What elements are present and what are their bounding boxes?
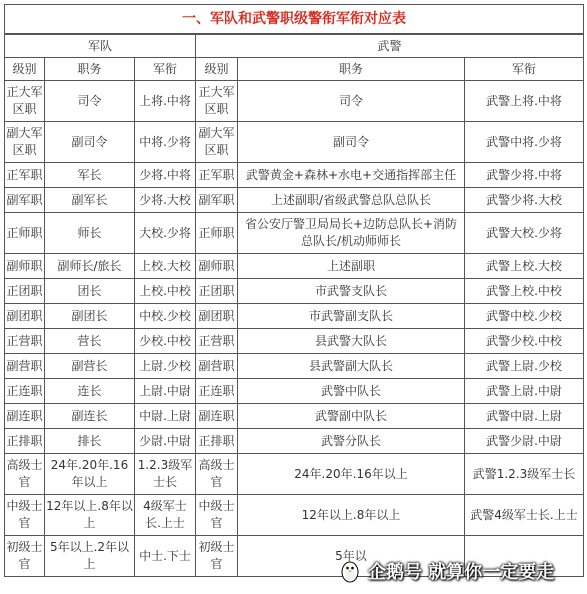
police-rank-cell: 武警中校.少校 [465, 304, 584, 329]
police-level-cell: 初级士官 [196, 536, 238, 577]
army-duty-cell: 24年.20年.16年以上 [45, 454, 135, 495]
army-level-cell: 正师职 [5, 213, 45, 254]
table-row [5, 329, 584, 354]
table-row [5, 213, 584, 254]
army-rank-cell: 上校.中校 [135, 279, 196, 304]
police-rank-cell: 武警少将.中将 [465, 163, 584, 188]
army-duty-cell: 师长 [45, 213, 135, 254]
table-row [5, 404, 584, 429]
police-rank-cell: 武警少尉.中尉 [465, 429, 584, 454]
police-rank-cell: 武警上尉.少校 [465, 354, 584, 379]
table-row [5, 81, 584, 122]
table-row [5, 188, 584, 213]
army-rank-cell: 少尉.中尉 [135, 429, 196, 454]
army-duty-cell: 副连长 [45, 404, 135, 429]
police-duty-cell: 上述副职/省级武警总队总队长 [238, 188, 465, 213]
group-row [5, 34, 584, 58]
police-duty-cell: 24年.20年.16年以上 [238, 454, 465, 495]
army-rank-cell: 少校.中校 [135, 329, 196, 354]
army-level-cell: 副营职 [5, 354, 45, 379]
army-rank-cell: 上校.大校 [135, 254, 196, 279]
police-level-cell: 副师职 [196, 254, 238, 279]
army-level-header: 级别 [5, 58, 45, 81]
police-group-header: 武警 [196, 34, 584, 58]
army-duty-cell: 副军长 [45, 188, 135, 213]
police-duty-cell: 武警分队长 [238, 429, 465, 454]
watermark [338, 553, 583, 589]
police-duty-cell: 省公安厅警卫局局长+边防总队长+消防总队长/机动师师长 [238, 213, 465, 254]
police-level-header: 级别 [196, 58, 238, 81]
army-level-cell: 高级士官 [5, 454, 45, 495]
army-level-cell: 副连职 [5, 404, 45, 429]
police-level-cell: 正大军区职 [196, 81, 238, 122]
army-level-cell: 副团职 [5, 304, 45, 329]
police-level-cell: 高级士官 [196, 454, 238, 495]
police-level-cell: 副大军区职 [196, 122, 238, 163]
army-duty-cell: 排长 [45, 429, 135, 454]
penguin-icon [338, 559, 362, 583]
table-row [5, 454, 584, 495]
army-rank-cell: 上尉.少校 [135, 354, 196, 379]
army-rank-cell: 少将.大校 [135, 188, 196, 213]
police-duty-cell: 5年以 [238, 536, 465, 577]
police-level-cell: 副军职 [196, 188, 238, 213]
police-rank-cell: 武警4级军士长.上士 [465, 495, 584, 536]
police-level-cell: 正师职 [196, 213, 238, 254]
table-title: 一、军队和武警职级警衔军衔对应表 [5, 5, 584, 35]
army-duty-cell: 营长 [45, 329, 135, 354]
army-rank-cell: 中尉.上尉 [135, 404, 196, 429]
table-row [5, 379, 584, 404]
police-rank-cell: 武警上校.大校 [465, 254, 584, 279]
police-duty-cell: 司令 [238, 81, 465, 122]
police-rank-header: 军衔 [465, 58, 584, 81]
police-duty-cell: 县武警大队长 [238, 329, 465, 354]
police-duty-cell: 市武警支队长 [238, 279, 465, 304]
army-duty-cell: 12年以上.8年以上 [45, 495, 135, 536]
police-rank-cell: 武警大校.少将 [465, 213, 584, 254]
watermark-text: 企鹅号 就算你一定要走 [368, 562, 555, 583]
police-rank-cell: 武警少校.中校 [465, 329, 584, 354]
police-duty-cell: 武警中队长 [238, 379, 465, 404]
police-rank-cell: 武警上校.中校 [465, 279, 584, 304]
army-rank-cell: 上将.中将 [135, 81, 196, 122]
army-duty-cell: 5年以上.2年以上 [45, 536, 135, 577]
police-duty-cell: 县武警副大队长 [238, 354, 465, 379]
table-row [5, 304, 584, 329]
army-level-cell: 初级士官 [5, 536, 45, 577]
police-level-cell: 副营职 [196, 354, 238, 379]
police-level-cell: 正排职 [196, 429, 238, 454]
army-level-cell: 副师职 [5, 254, 45, 279]
table-row [5, 254, 584, 279]
column-header-row [5, 58, 584, 81]
police-level-cell: 副连职 [196, 404, 238, 429]
army-level-cell: 正军职 [5, 163, 45, 188]
police-duty-cell: 12年以上.8年以上 [238, 495, 465, 536]
table-row [5, 354, 584, 379]
army-group-header: 军队 [5, 34, 196, 58]
police-duty-cell: 副司令 [238, 122, 465, 163]
police-rank-cell: 武警上将.中将 [465, 81, 584, 122]
police-duty-cell: 武警副中队长 [238, 404, 465, 429]
police-level-cell: 正军职 [196, 163, 238, 188]
police-level-cell: 中级士官 [196, 495, 238, 536]
army-level-cell: 正营职 [5, 329, 45, 354]
army-duty-cell: 连长 [45, 379, 135, 404]
army-duty-cell: 副营长 [45, 354, 135, 379]
army-duty-cell: 副团长 [45, 304, 135, 329]
police-rank-cell: 武警上尉.中尉 [465, 379, 584, 404]
army-level-cell: 副军职 [5, 188, 45, 213]
police-duty-header: 职务 [238, 58, 465, 81]
army-duty-cell: 副师长/旅长 [45, 254, 135, 279]
police-rank-cell: 武警中将.少将 [465, 122, 584, 163]
rank-table [4, 4, 584, 577]
police-level-cell: 正连职 [196, 379, 238, 404]
army-rank-cell: 中士.下士 [135, 536, 196, 577]
army-rank-cell: 少将.中将 [135, 163, 196, 188]
police-level-cell: 正营职 [196, 329, 238, 354]
army-duty-header: 职务 [45, 58, 135, 81]
army-duty-cell: 军长 [45, 163, 135, 188]
police-duty-cell: 上述副职 [238, 254, 465, 279]
army-level-cell: 正团职 [5, 279, 45, 304]
army-level-cell: 中级士官 [5, 495, 45, 536]
army-level-cell: 正排职 [5, 429, 45, 454]
army-rank-cell: 1.2.3级军士长 [135, 454, 196, 495]
army-level-cell: 副大军区职 [5, 122, 45, 163]
army-level-cell: 正大军区职 [5, 81, 45, 122]
army-rank-cell: 上尉.中尉 [135, 379, 196, 404]
title-row [5, 5, 584, 35]
army-duty-cell: 副司令 [45, 122, 135, 163]
police-level-cell: 副团职 [196, 304, 238, 329]
police-level-cell: 正团职 [196, 279, 238, 304]
table-row [5, 163, 584, 188]
army-rank-header: 军衔 [135, 58, 196, 81]
police-rank-cell: 武警中尉.上尉 [465, 404, 584, 429]
police-duty-cell: 武警黄金+森林+水电+交通指挥部主任 [238, 163, 465, 188]
table-row [5, 429, 584, 454]
army-rank-cell: 中校.少校 [135, 304, 196, 329]
army-duty-cell: 司令 [45, 81, 135, 122]
table-row [5, 122, 584, 163]
army-rank-cell: 4级军士长.上士 [135, 495, 196, 536]
table-row [5, 495, 584, 536]
police-rank-cell: 武警1.2.3级军士长 [465, 454, 584, 495]
police-rank-cell: 武警少将.大校 [465, 188, 584, 213]
army-rank-cell: 大校.少将 [135, 213, 196, 254]
army-duty-cell: 团长 [45, 279, 135, 304]
army-rank-cell: 中将.少将 [135, 122, 196, 163]
army-level-cell: 正连职 [5, 379, 45, 404]
table-row [5, 279, 584, 304]
police-duty-cell: 市武警副支队长 [238, 304, 465, 329]
